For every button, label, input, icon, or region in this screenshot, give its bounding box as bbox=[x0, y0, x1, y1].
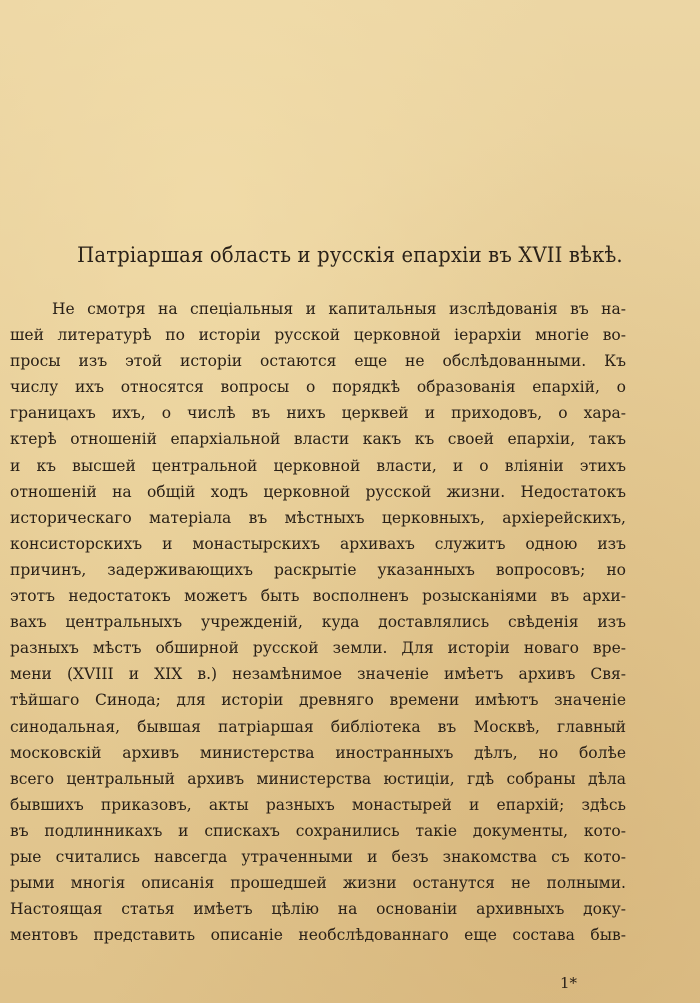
text-line: причинъ, задерживающихъ раскрытіе указанныхъ вопросовъ; но bbox=[10, 560, 626, 579]
text-line: всего центральный архивъ министерства юстиціи, гдѣ собраны дѣла bbox=[10, 769, 626, 788]
text-line: числу ихъ относятся вопросы о порядкѣ образованія епархій, о bbox=[10, 378, 626, 397]
text-line: синодальная, бывшая патріаршая библіотека въ Москвѣ, главный bbox=[10, 717, 626, 736]
text-line: Не смотря на спеціальныя и капитальныя изслѣдованія въ на- bbox=[52, 300, 626, 318]
page-number: 1* bbox=[560, 974, 578, 992]
text-line: Настоящая статья имѣетъ цѣлію на основаніи архивныхъ доку- bbox=[10, 900, 626, 919]
text-line: тѣйшаго Синода; для исторіи древняго времени имѣютъ значеніе bbox=[10, 691, 626, 710]
text-line: рыми многія описанія прошедшей жизни останутся не полными. bbox=[10, 874, 626, 893]
text-line: рые считались навсегда утраченными и безъ знакомства съ кото- bbox=[10, 847, 626, 866]
text-line: консисторскихъ и монастырскихъ архивахъ служитъ одною изъ bbox=[10, 534, 626, 553]
text-line: границахъ ихъ, о числѣ въ нихъ церквей и приходовъ, о хара- bbox=[10, 404, 626, 423]
text-line: ментовъ представить описаніе необслѣдованнаго еще состава быв- bbox=[10, 926, 626, 945]
text-line: бывшихъ приказовъ, акты разныхъ монастырей и епархій; здѣсь bbox=[10, 795, 626, 814]
text-line: мени (XVIII и XIX в.) незамѣнимое значеніе имѣетъ архивъ Свя- bbox=[10, 665, 626, 684]
chapter-title: Патріаршая область и русскія епархіи въ XVII вѣкѣ. bbox=[77, 243, 623, 267]
text-line: этотъ недостатокъ можетъ быть восполненъ розысканіями въ архи- bbox=[10, 587, 626, 606]
text-line: разныхъ мѣстъ обширной русской земли. Для исторіи новаго вре- bbox=[10, 639, 626, 658]
text-line: шей литературѣ по исторіи русской церковной іерархіи многіе во- bbox=[10, 326, 626, 345]
text-line: ктерѣ отношеній епархіальной власти какъ къ своей епархіи, такъ bbox=[10, 430, 626, 449]
text-line: вахъ центральныхъ учрежденій, куда доставлялись свѣденія изъ bbox=[10, 613, 626, 632]
text-line: отношеній на общій ходъ церковной русской жизни. Недостатокъ bbox=[10, 482, 626, 501]
text-line: въ подлинникахъ и спискахъ сохранились такіе документы, кото- bbox=[10, 821, 626, 840]
text-line: московскій архивъ министерства иностранныхъ дѣлъ, но болѣе bbox=[10, 743, 626, 762]
text-line: историческаго матеріала въ мѣстныхъ церковныхъ, архіерейскихъ, bbox=[10, 508, 626, 527]
text-line: и къ высшей центральной церковной власти, и о вліяніи этихъ bbox=[10, 456, 626, 475]
text-line: просы изъ этой исторіи остаются еще не обслѣдованными. Къ bbox=[10, 352, 626, 371]
body-paragraph bbox=[10, 296, 626, 948]
